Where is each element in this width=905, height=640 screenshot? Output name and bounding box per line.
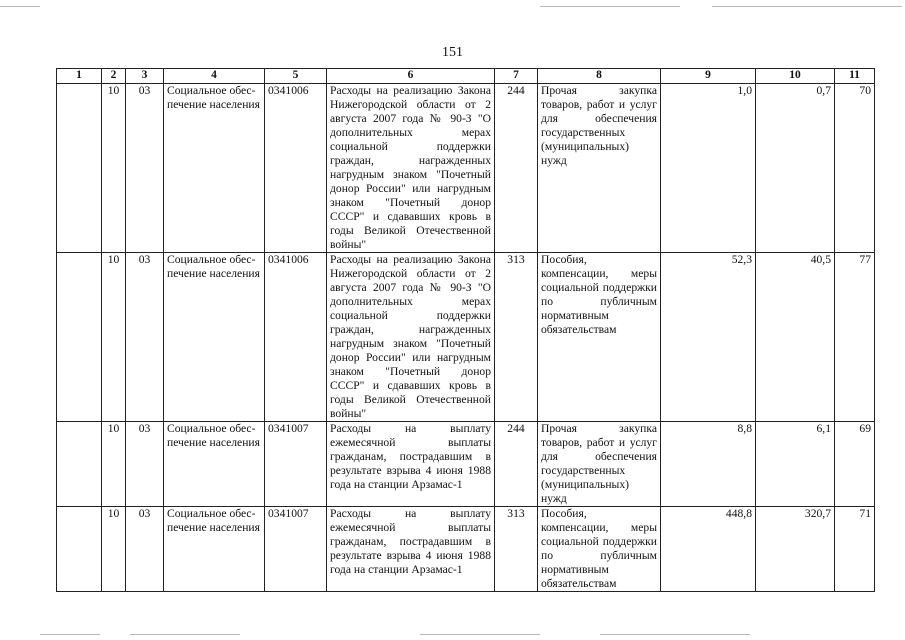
cell-amount-10: 320,7 bbox=[756, 507, 835, 592]
scan-artifact-top bbox=[712, 6, 902, 7]
cell-description: Расходы на реализацию Закона Нижегородской области от 2 августа 2007 года № 90-З "О дополнительных мерах социальной поддержки граждан, награжденных нагрудным знаком "Почетный донор России" или нагрудным знаком "Почетный донор СССР" и сдававших кровь в годы Великой Отечественной войны" bbox=[327, 253, 495, 422]
column-header: 8 bbox=[538, 69, 661, 84]
cell-expense-type: 244 bbox=[495, 84, 538, 253]
cell-col1 bbox=[57, 84, 102, 253]
budget-table bbox=[56, 68, 875, 592]
cell-expense-type: 244 bbox=[495, 422, 538, 507]
cell-section-name: Социальное обес-печение населения bbox=[164, 422, 265, 507]
cell-amount-10: 6,1 bbox=[756, 422, 835, 507]
cell-expense-name: Прочая закупка товаров, работ и услуг для обеспечения государственных (муниципальных) нужд bbox=[538, 422, 661, 507]
scan-artifact-bottom bbox=[40, 634, 100, 635]
column-header: 10 bbox=[756, 69, 835, 84]
scan-artifact-top bbox=[0, 6, 40, 7]
column-header: 7 bbox=[495, 69, 538, 84]
column-header: 6 bbox=[327, 69, 495, 84]
cell-expense-type: 313 bbox=[495, 253, 538, 422]
cell-section: 10 bbox=[102, 253, 126, 422]
cell-description: Расходы на выплату ежемесячной выплаты гражданам, пострадавшим в результате взрыва 4 июня 1988 года на станции Арзамас-1 bbox=[327, 422, 495, 507]
cell-amount-10: 0,7 bbox=[756, 84, 835, 253]
cell-amount-10: 40,5 bbox=[756, 253, 835, 422]
cell-subsection: 03 bbox=[126, 84, 164, 253]
cell-expense-name: Пособия, компенсации, меры социальной поддержки по публичным нормативным обязательствам bbox=[538, 253, 661, 422]
cell-description: Расходы на реализацию Закона Нижегородской области от 2 августа 2007 года № 90-З "О дополнительных мерах социальной поддержки граждан, награжденных нагрудным знаком "Почетный донор России" или нагрудным знаком "Почетный донор СССР" и сдававших кровь в годы Великой Отечественной войны" bbox=[327, 84, 495, 253]
cell-target-code: 0341007 bbox=[265, 422, 327, 507]
cell-percent: 77 bbox=[835, 253, 875, 422]
page-number: 151 bbox=[442, 45, 463, 60]
cell-col1 bbox=[57, 253, 102, 422]
cell-expense-name: Прочая закупка товаров, работ и услуг для обеспечения государственных (муниципальных) нужд bbox=[538, 84, 661, 253]
cell-col1 bbox=[57, 422, 102, 507]
cell-percent: 69 bbox=[835, 422, 875, 507]
cell-subsection: 03 bbox=[126, 422, 164, 507]
table-row bbox=[57, 84, 875, 253]
scan-artifact-bottom bbox=[420, 634, 540, 635]
cell-percent: 71 bbox=[835, 507, 875, 592]
column-header: 3 bbox=[126, 69, 164, 84]
cell-percent: 70 bbox=[835, 84, 875, 253]
column-header: 9 bbox=[661, 69, 756, 84]
cell-section-name: Социальное обес-печение населения bbox=[164, 253, 265, 422]
cell-expense-type: 313 bbox=[495, 507, 538, 592]
scan-artifact-top bbox=[540, 6, 680, 7]
cell-target-code: 0341007 bbox=[265, 507, 327, 592]
cell-section: 10 bbox=[102, 507, 126, 592]
cell-amount-9: 448,8 bbox=[661, 507, 756, 592]
column-number-row bbox=[57, 69, 875, 84]
cell-section: 10 bbox=[102, 84, 126, 253]
cell-target-code: 0341006 bbox=[265, 253, 327, 422]
column-header: 1 bbox=[57, 69, 102, 84]
cell-section: 10 bbox=[102, 422, 126, 507]
scan-artifact-bottom bbox=[600, 634, 750, 635]
cell-amount-9: 8,8 bbox=[661, 422, 756, 507]
scan-artifact-bottom bbox=[130, 634, 240, 635]
column-header: 2 bbox=[102, 69, 126, 84]
cell-description: Расходы на выплату ежемесячной выплаты гражданам, пострадавшим в результате взрыва 4 июня 1988 года на станции Арзамас-1 bbox=[327, 507, 495, 592]
cell-expense-name: Пособия, компенсации, меры социальной поддержки по публичным нормативным обязательствам bbox=[538, 507, 661, 592]
table-row bbox=[57, 253, 875, 422]
cell-section-name: Социальное обес-печение населения bbox=[164, 507, 265, 592]
table-row bbox=[57, 422, 875, 507]
column-header: 11 bbox=[835, 69, 875, 84]
cell-subsection: 03 bbox=[126, 507, 164, 592]
column-header: 5 bbox=[265, 69, 327, 84]
table-row bbox=[57, 507, 875, 592]
column-header: 4 bbox=[164, 69, 265, 84]
cell-target-code: 0341006 bbox=[265, 84, 327, 253]
cell-subsection: 03 bbox=[126, 253, 164, 422]
cell-amount-9: 1,0 bbox=[661, 84, 756, 253]
cell-amount-9: 52,3 bbox=[661, 253, 756, 422]
cell-col1 bbox=[57, 507, 102, 592]
cell-section-name: Социальное обес-печение населения bbox=[164, 84, 265, 253]
